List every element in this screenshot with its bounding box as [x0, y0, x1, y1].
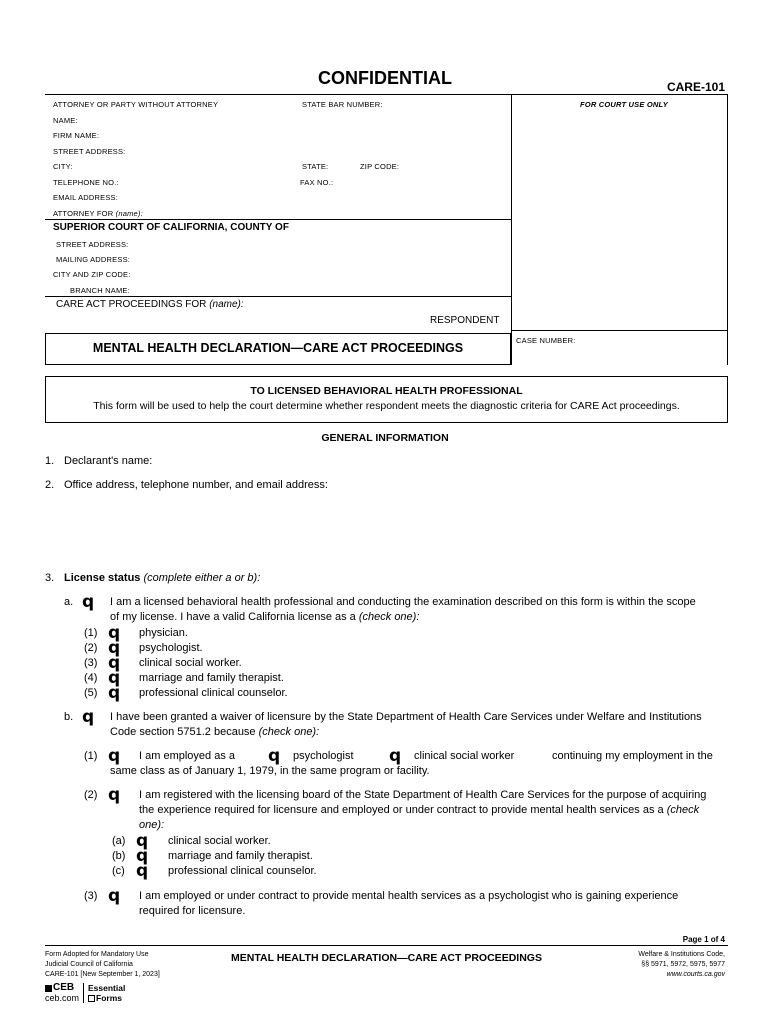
- declarant-name-label: Declarant's name:: [64, 455, 153, 467]
- checkbox-b2-marriage-family-therapist[interactable]: q: [136, 846, 149, 866]
- form-number: CARE-101: [666, 80, 725, 94]
- essential-text: Essential: [88, 983, 126, 993]
- b2-number: (2): [84, 789, 98, 801]
- b2-line-2: the experience required for licensure and employed or under contract to provide mental health services as a (check: [139, 804, 700, 816]
- item-3-number: 3.: [45, 572, 55, 584]
- footer-title: MENTAL HEALTH DECLARATION—CARE ACT PROCEEDINGS: [231, 952, 542, 964]
- name-label: NAME:: [53, 116, 78, 125]
- license-a-text-2: of my license. I have a valid California license as a (check one):: [110, 611, 420, 623]
- b1-psychologist-label: psychologist: [293, 750, 354, 762]
- zip-label: ZIP CODE:: [360, 162, 400, 171]
- b1-employed-text: I am employed as a: [139, 750, 235, 762]
- license-a-option-num: (4): [84, 672, 98, 684]
- notice-heading: TO LICENSED BEHAVIORAL HEALTH PROFESSIONAL: [250, 385, 523, 397]
- checkbox-b1[interactable]: q: [108, 746, 121, 766]
- code-line-1: Welfare & Institutions Code,: [638, 951, 725, 958]
- license-a-letter: a.: [64, 596, 74, 608]
- court-use-label: FOR COURT USE ONLY: [580, 100, 668, 109]
- court-street-label: STREET ADDRESS:: [56, 240, 129, 249]
- notice-text: This form will be used to help the court determine whether respondent meets the diagnostic criteria for CARE Act proceedings.: [93, 400, 680, 412]
- email-label: EMAIL ADDRESS:: [53, 193, 119, 202]
- b2-line-1: I am registered with the licensing board of the State Department of Health Care Services for the purpose of acquiring: [139, 789, 707, 801]
- license-a-option-num: (1): [84, 627, 98, 639]
- checkbox-b2-professional-clinical-counselor[interactable]: q: [136, 861, 149, 881]
- license-a-option-label: physician.: [139, 627, 188, 639]
- license-a-option-label: marriage and family therapist.: [139, 672, 284, 684]
- court-branch-label: BRANCH NAME:: [70, 286, 130, 295]
- license-a-option-label: psychologist.: [139, 642, 203, 654]
- court-heading: SUPERIOR COURT OF CALIFORNIA, COUNTY OF: [53, 222, 289, 233]
- form-title: MENTAL HEALTH DECLARATION—CARE ACT PROCEEDINGS: [92, 341, 464, 355]
- checkbox-b2[interactable]: q: [108, 785, 121, 805]
- fax-label: FAX NO.:: [300, 178, 334, 187]
- license-a-text-1: I am a licensed behavioral health professional and conducting the examination described on this form is within the scope: [110, 596, 696, 608]
- checkbox-physician[interactable]: q: [108, 623, 121, 643]
- license-a-option-num: (5): [84, 687, 98, 699]
- b2-option-num: (a): [112, 835, 126, 847]
- code-line-2: §§ 5971, 5972, 5975, 5977: [641, 961, 725, 968]
- item-2-number: 2.: [45, 479, 55, 491]
- telephone-label: TELEPHONE NO.:: [53, 178, 119, 187]
- b2-option-num: (c): [112, 865, 125, 877]
- b3-number: (3): [84, 890, 98, 902]
- respondent-label: RESPONDENT: [430, 315, 500, 326]
- courts-url[interactable]: www.courts.ca.gov: [666, 971, 725, 978]
- b2-line-3: one):: [139, 819, 165, 831]
- general-heading: GENERAL INFORMATION: [321, 432, 449, 444]
- license-status-label: License status (complete either a or b):: [64, 572, 261, 584]
- court-mailing-label: MAILING ADDRESS:: [56, 255, 131, 264]
- firm-name-label: FIRM NAME:: [53, 131, 100, 140]
- ceb-mark-icon: [45, 985, 52, 992]
- checkbox-psychologist[interactable]: q: [108, 638, 121, 658]
- checkbox-professional-clinical-counselor[interactable]: q: [108, 683, 121, 703]
- city-label: CITY:: [53, 162, 73, 171]
- code-block: [638, 950, 725, 980]
- ceb-url: ceb.com: [45, 993, 80, 1003]
- license-a-option-label: clinical social worker.: [139, 657, 242, 669]
- b2-option-num: (b): [112, 850, 126, 862]
- b1-social-worker-label: clinical social worker: [414, 750, 515, 762]
- b2-option-label: clinical social worker.: [168, 835, 271, 847]
- street-address-label: STREET ADDRESS:: [53, 147, 126, 156]
- confidential-heading: CONFIDENTIAL: [318, 68, 452, 88]
- license-b-letter: b.: [64, 711, 74, 723]
- forms-mark-icon: [88, 995, 95, 1002]
- checkbox-marriage-family-therapist[interactable]: q: [108, 668, 121, 688]
- forms-text: Forms: [96, 993, 122, 1003]
- b2-option-label: marriage and family therapist.: [168, 850, 313, 862]
- license-b-text-2: Code section 5751.2 because (check one):: [110, 726, 320, 738]
- license-a-option-label: professional clinical counselor.: [139, 687, 288, 699]
- office-address-label: Office address, telephone number, and email address:: [64, 479, 328, 491]
- license-a-option-num: (2): [84, 642, 98, 654]
- adopted-line-2: Judicial Council of California: [45, 961, 133, 968]
- checkbox-clinical-social-worker[interactable]: q: [108, 653, 121, 673]
- court-city-zip-label: CITY AND ZIP CODE:: [53, 270, 131, 279]
- ceb-logo: [45, 983, 125, 1003]
- checkbox-b2-clinical-social-worker[interactable]: q: [136, 831, 149, 851]
- adopted-line-1: Form Adopted for Mandatory Use: [45, 951, 149, 958]
- checkbox-b3[interactable]: q: [108, 886, 121, 906]
- checkbox-license-b[interactable]: q: [82, 707, 95, 727]
- proceedings-label: CARE ACT PROCEEDINGS FOR (name):: [56, 299, 244, 310]
- state-bar-label: STATE BAR NUMBER:: [302, 100, 383, 109]
- b1-continuing-text: continuing my employment in the: [552, 750, 713, 762]
- license-b-text-1: I have been granted a waiver of licensure by the State Department of Health Care Services under Welfare and Institutions: [110, 711, 702, 723]
- item-1-number: 1.: [45, 455, 55, 467]
- license-a-option-num: (3): [84, 657, 98, 669]
- checkbox-license-a[interactable]: q: [82, 592, 95, 612]
- checkbox-b1-social-worker[interactable]: q: [389, 746, 402, 766]
- attorney-for-label: ATTORNEY FOR (name):: [53, 209, 143, 218]
- checkbox-b1-psychologist[interactable]: q: [268, 746, 281, 766]
- state-label: STATE:: [302, 162, 329, 171]
- attorney-label: ATTORNEY OR PARTY WITHOUT ATTORNEY: [53, 100, 219, 109]
- b3-line-2: required for licensure.: [139, 905, 246, 917]
- b2-option-label: professional clinical counselor.: [168, 865, 317, 877]
- b3-line-1: I am employed or under contract to provide mental health services as a psychologist who is gaining experience: [139, 890, 679, 902]
- adopted-line-3: CARE-101 [New September 1, 2023]: [45, 971, 160, 978]
- ceb-logo-text: CEB: [53, 982, 75, 993]
- b1-number: (1): [84, 750, 98, 762]
- b1-line-2: same class as of January 1, 1979, in the same program or facility.: [110, 765, 430, 777]
- case-number-label: CASE NUMBER:: [516, 336, 576, 345]
- page-number: Page 1 of 4: [682, 935, 725, 944]
